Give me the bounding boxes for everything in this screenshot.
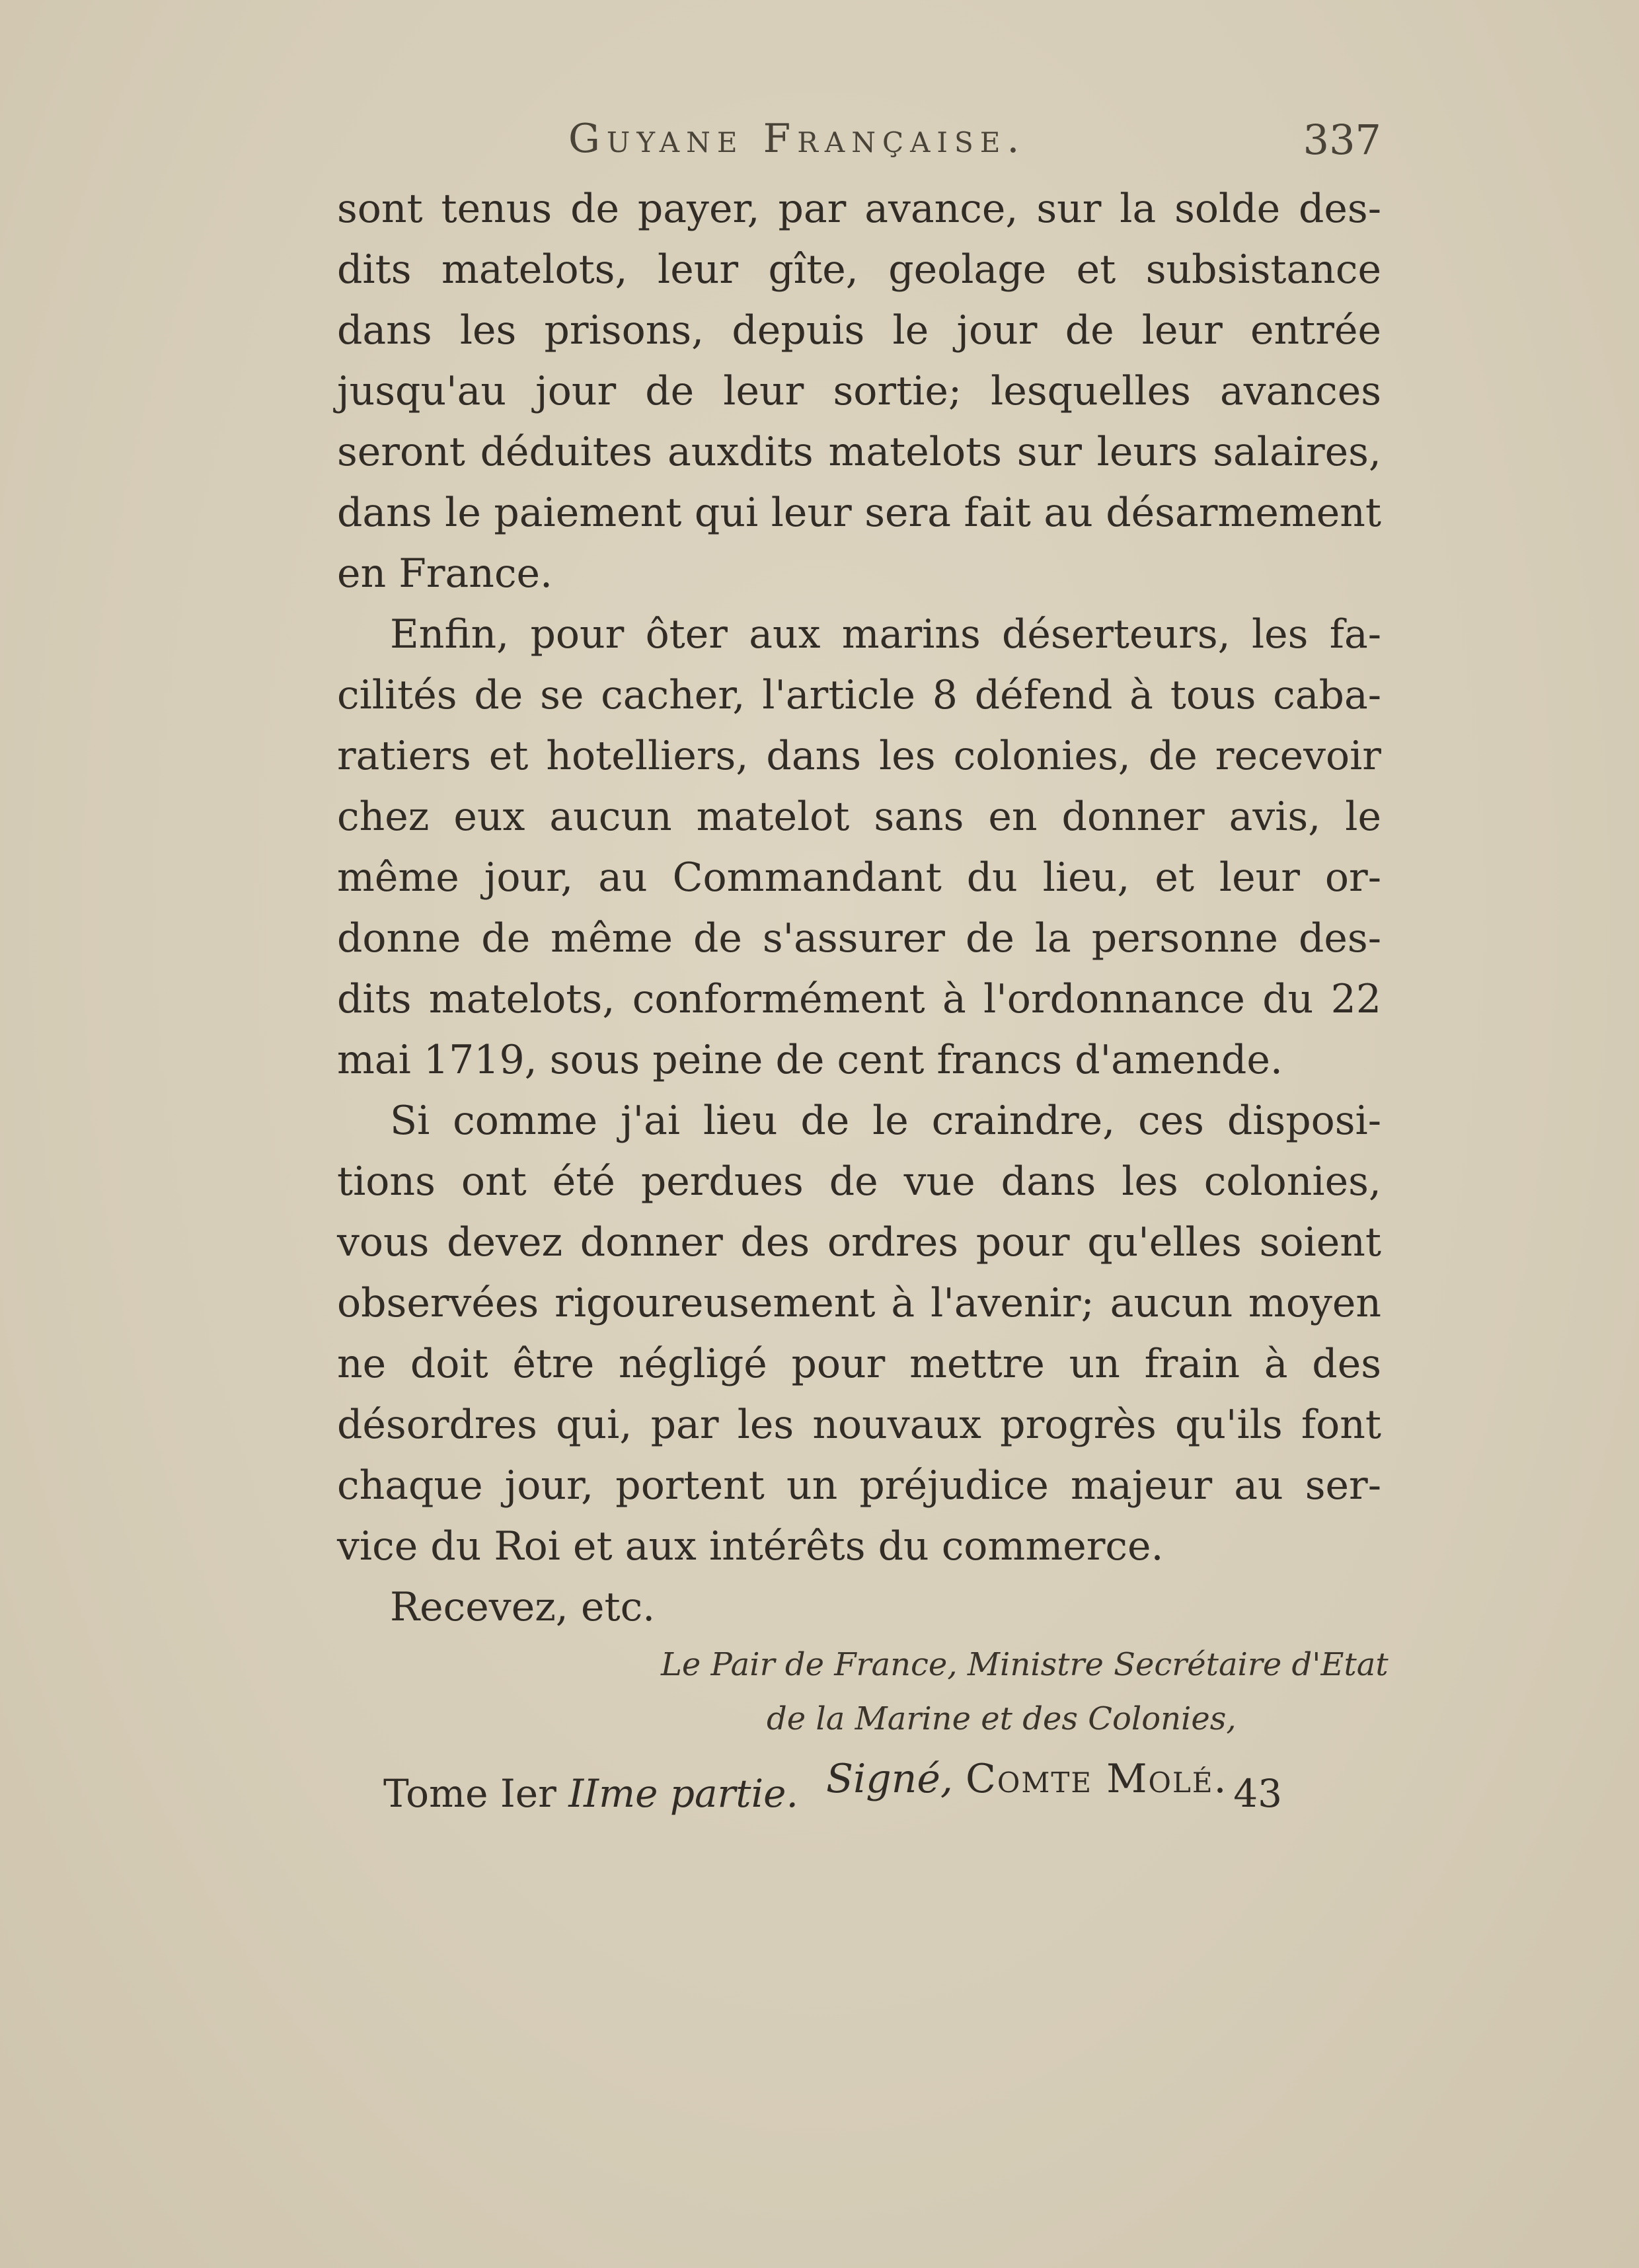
text-line: désordres qui, par les nouvaux progrès qu'ils font: [337, 1402, 1381, 1448]
text-line: chez eux aucun matelot sans en donner avis, le: [337, 794, 1381, 840]
text-line: ratiers et hotelliers, dans les colonies, de recevoir: [337, 733, 1381, 779]
text-line: Enfin, pour ôter aux marins déserteurs, les fa-: [390, 611, 1381, 658]
text-line: dans les prisons, depuis le jour de leur entrée: [337, 307, 1381, 354]
text-line: cilités de se cacher, l'article 8 défend à tous caba-: [337, 672, 1381, 718]
text-line: seront déduites auxdits matelots sur leurs salaires,: [337, 429, 1381, 475]
volume-signature: [383, 1771, 798, 1816]
signature-title-line: Le Pair de France, Ministre Secrétaire d'Etat: [661, 1646, 1389, 1683]
body-text: [337, 178, 1389, 1812]
signature-title-line: de la Marine et des Colonies,: [767, 1700, 1237, 1737]
tome-label: Tome Ier: [383, 1771, 556, 1816]
text-line: dans le paiement qui leur sera fait au désarmement: [337, 490, 1381, 536]
text-line: dits matelots, conformément à l'ordonnance du 22: [337, 976, 1381, 1022]
page-footer: [383, 1771, 1282, 1831]
text-line: jusqu'au jour de leur sortie; lesquelles avances: [337, 368, 1381, 414]
signed-prefix: Signé,: [826, 1756, 953, 1802]
text-line: Si comme j'ai lieu de le craindre, ces disposi-: [390, 1098, 1381, 1144]
text-line: donne de même de s'assurer de la personne des-: [337, 915, 1381, 962]
text-line: vice du Roi et aux intérêts du commerce.: [337, 1523, 1164, 1569]
text-line: observées rigoureusement à l'avenir; aucun moyen: [337, 1280, 1381, 1326]
text-line: même jour, au Commandant du lieu, et leur or-: [337, 854, 1381, 901]
text-line: ne doit être négligé pour mettre un frain à des: [337, 1341, 1381, 1387]
text-line: sont tenus de payer, par avance, sur la solde des-: [337, 186, 1381, 232]
tome-part: IIme partie.: [568, 1771, 798, 1816]
text-line: dits matelots, leur gîte, geolage et subsistance: [337, 246, 1381, 293]
page-header: [337, 116, 1381, 169]
text-line: vous devez donner des ordres pour qu'elles soient: [337, 1219, 1381, 1266]
gathering-number: 43: [1233, 1771, 1282, 1816]
text-line: mai 1719, sous peine de cent francs d'amende.: [337, 1037, 1283, 1083]
closing-formula: Recevez, etc.: [390, 1584, 656, 1630]
running-title: Guyane Française.: [568, 116, 1026, 162]
text-line: en France.: [337, 550, 553, 597]
text-line: chaque jour, portent un préjudice majeur au ser-: [337, 1462, 1381, 1509]
page-number: 337: [1303, 116, 1381, 164]
text-line: tions ont été perdues de vue dans les colonies,: [337, 1158, 1381, 1205]
signer-name: Comte Molé.: [966, 1756, 1228, 1802]
